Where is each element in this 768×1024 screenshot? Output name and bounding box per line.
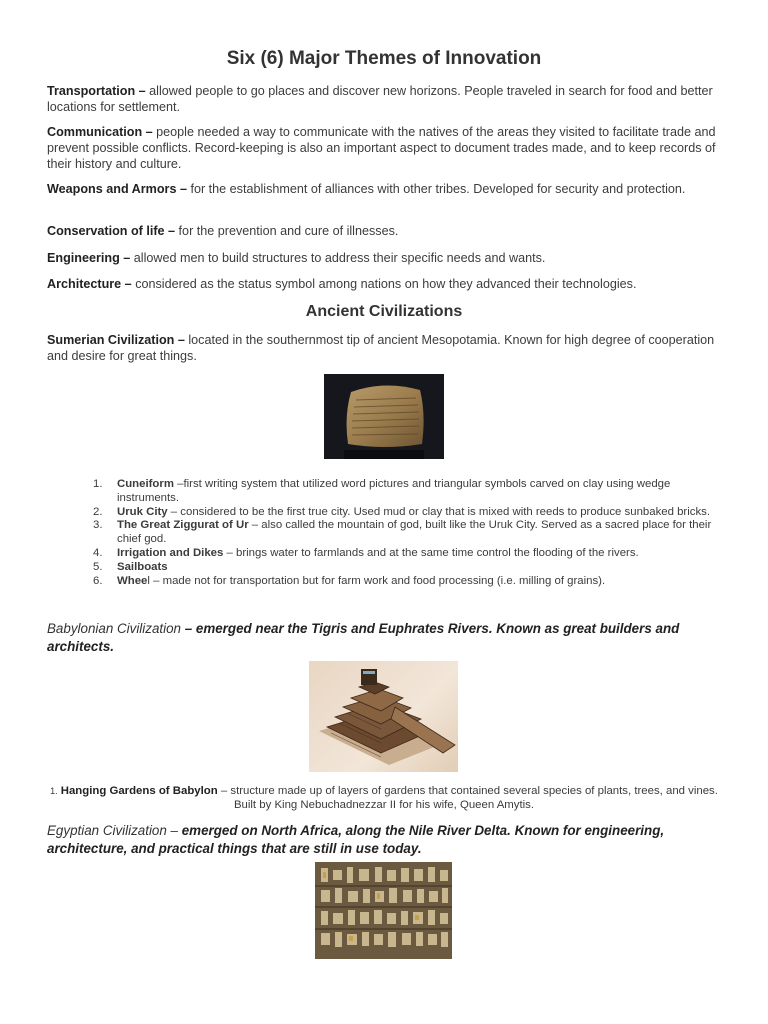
theme-term: Weapons and Armors – bbox=[47, 182, 187, 196]
theme-text: allowed people to go places and discover new horizons. People traveled in search for food and better locations for settlement. bbox=[47, 84, 713, 114]
theme-text: for the establishment of alliances with other tribes. Developed for security and protection. bbox=[186, 182, 686, 196]
list-item bbox=[93, 561, 723, 575]
theme-transportation bbox=[47, 83, 727, 115]
egyptian-name: Egyptian Civilization – bbox=[47, 823, 178, 838]
sumerian-text: located in the southernmost tip of ancient Mesopotamia. Known for high degree of cooperation and desire for great things. bbox=[47, 333, 715, 363]
item-text: l – made not for transportation but for farm work and food processing (i.e. milling of grains). bbox=[147, 574, 606, 587]
item-text: – structure made up of layers of gardens that contained several species of plants, trees, and vines. Built by King Nebuchadnezzar II for his wife, Queen Amytis. bbox=[217, 785, 718, 811]
theme-text: considered as the status symbol among nations on how they advanced their technologies. bbox=[131, 277, 637, 291]
theme-communication bbox=[47, 124, 727, 172]
list-number: 3. bbox=[93, 519, 103, 532]
theme-text: allowed men to build structures to address their specific needs and wants. bbox=[130, 251, 546, 265]
sumerian-term: Sumerian Civilization – bbox=[47, 333, 185, 347]
theme-term: Transportation – bbox=[47, 84, 146, 98]
theme-term: Architecture – bbox=[47, 277, 132, 291]
list-number: 4. bbox=[93, 546, 103, 559]
item-text: –first writing system that utilized word pictures and triangular symbols carved on clay using wedge instruments. bbox=[117, 478, 671, 504]
theme-engineering bbox=[47, 250, 727, 266]
list-number: 5. bbox=[93, 560, 103, 573]
list-item bbox=[93, 575, 723, 589]
item-text: – brings water to farmlands and at the same time control the flooding of the rivers. bbox=[223, 546, 639, 559]
item-term: Uruk City bbox=[117, 505, 168, 518]
item-term: Whee bbox=[117, 574, 148, 587]
item-term: Irrigation and Dikes bbox=[117, 546, 224, 559]
theme-weapons bbox=[47, 181, 727, 197]
babylonian-text: – emerged near the Tigris and Euphrates Rivers. Known as great builders and architects. bbox=[47, 621, 680, 654]
item-term: Sailboats bbox=[117, 560, 168, 573]
theme-term: Engineering – bbox=[47, 251, 131, 265]
ziggurat-model-image bbox=[309, 661, 458, 772]
list-number: 2. bbox=[93, 505, 103, 518]
babylonian-name: Babylonian Civilization bbox=[47, 621, 181, 636]
theme-text: people needed a way to communicate with the natives of the areas they visited to facilitate trade and prevent possible conflicts. Record-keeping is also an important aspect to document trades made, and to keep records of their history and culture. bbox=[47, 125, 716, 171]
theme-term: Communication – bbox=[47, 125, 153, 139]
cuneiform-tablet-image bbox=[324, 374, 444, 459]
list-number: 6. bbox=[93, 574, 103, 587]
theme-term: Conservation of life – bbox=[47, 224, 176, 238]
list-number: 1. bbox=[93, 478, 103, 490]
list-item bbox=[93, 547, 723, 561]
page-title: Six (6) Major Themes of Innovation bbox=[226, 48, 542, 69]
hieroglyphics-image bbox=[315, 862, 452, 959]
theme-text: for the prevention and cure of illnesses. bbox=[175, 224, 399, 238]
item-text: – also called the mountain of god, built like the Uruk City. Served as a sacred place for their chief god. bbox=[117, 519, 712, 546]
sumerian-achievements-list bbox=[93, 478, 723, 588]
sumerian-intro bbox=[47, 332, 727, 364]
babylonian-intro bbox=[47, 620, 727, 656]
list-item bbox=[93, 519, 723, 547]
egyptian-intro bbox=[47, 822, 727, 858]
section-title-ancient-civilizations: Ancient Civilizations bbox=[305, 303, 463, 320]
list-number: 1. bbox=[50, 786, 58, 796]
item-text: – considered to be the first true city. Used mud or clay that is mixed with reeds to produce sunbaked bricks. bbox=[167, 505, 711, 518]
babylonian-item bbox=[48, 784, 720, 812]
item-term: Cuneiform bbox=[117, 478, 174, 490]
egyptian-text: emerged on North Africa, along the Nile River Delta. Known for engineering, architecture, and practical things that are still in use today. bbox=[47, 823, 665, 856]
list-item bbox=[93, 506, 723, 520]
theme-conservation bbox=[47, 223, 727, 239]
list-item bbox=[93, 478, 723, 506]
theme-architecture bbox=[47, 276, 727, 292]
item-term: Hanging Gardens of Babylon bbox=[60, 785, 218, 797]
item-term: The Great Ziggurat of Ur bbox=[117, 519, 249, 532]
